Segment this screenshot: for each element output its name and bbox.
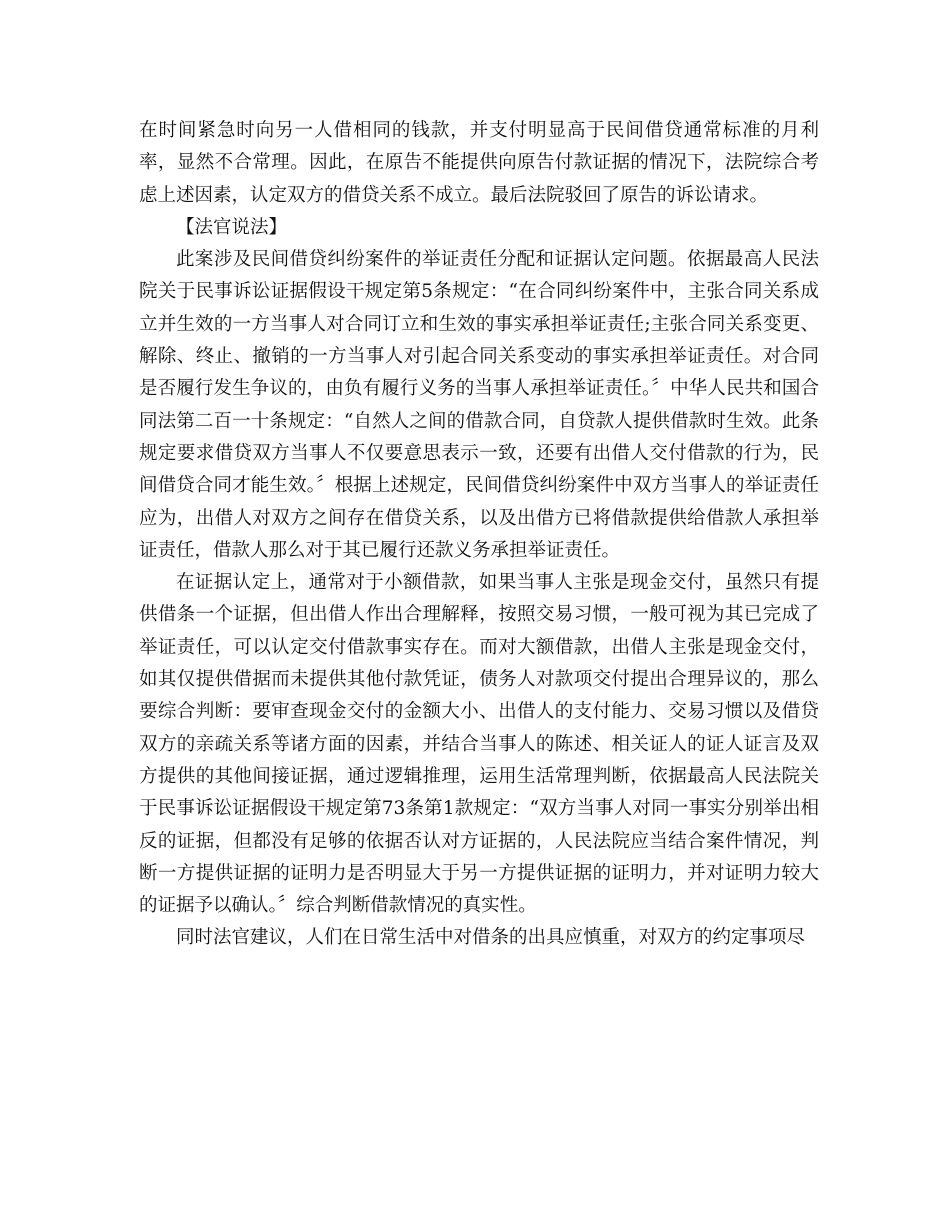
paragraph-burden-of-proof: 此案涉及民间借贷纠纷案件的举证责任分配和证据认定问题。依据最高人民法院关于民事诉讼证据假设干规定第5条规定：“在合同纠纷案件中，主张合同关系成立并生效的一方当事人对合同订立和生效的事实承担举证责任;主张合同关系变更、解除、终止、撤销的一方当事人对引起合同关系变动的事实承担举证责任。对合同是否履行发生争议的，由负有履行义务的当事人承担举证责任。〞中华人民共和国合同法第二百一十条规定：“自然人之间的借款合同，自贷款人提供借款时生效。此条规定要求借贷双方当事人不仅要意思表示一致，还要有出借人交付借款的行为，民间借贷合同才能生效。〞根据上述规定，民间借贷纠纷案件中双方当事人的举证责任应为，出借人对双方之间存在借贷关系，以及出借方已将借款提供给借款人承担举证责任，借款人那么对于其已履行还款义务承担举证责任。 (139, 249, 819, 561)
paragraph-judge-advice: 同时法官建议，人们在日常生活中对借条的出具应慎重，对双方的约定事项尽 (176, 927, 806, 949)
paragraph-case-conclusion: 在时间紧急时向另一人借相同的钱款，并支付明显高于民间借贷通常标准的月利率，显然不合常理。因此，在原告不能提供向原告付款证据的情况下，法院综合考虑上述因素，认定双方的借贷关系不成立。最后法院驳回了原告的诉讼请求。 (139, 120, 819, 206)
document-body (139, 115, 819, 955)
paragraph-evidence-determination: 在证据认定上，通常对于小额借款，如果当事人主张是现金交付，虽然只有提供借条一个证据，但出借人作出合理解释，按照交易习惯，一般可视为其已完成了举证责任，可以认定交付借款事实存在。而对大额借款，出借人主张是现金交付，如其仅提供借据而未提供其他付款凭证，债务人对款项交付提出合理异议的，那么要综合判断：要审查现金交付的金额大小、出借人的支付能力、交易习惯以及借贷双方的亲疏关系等诸方面的因素，并结合当事人的陈述、相关证人的证人证言及双方提供的其他间接证据，通过逻辑推理，运用生活常理判断，依据最高人民法院关于民事诉讼证据假设干规定第73条第1款规定：“双方当事人对同一事实分别举出相反的证据，但都没有足够的依据否认对方证据的，人民法院应当结合案件情况，判断一方提供证据的证明力是否明显大于另一方提供证据的证明力，并对证明力较大的证据予以确认。〞综合判断借款情况的真实性。 (139, 572, 819, 917)
section-heading-judge-comment: 【法官说法】 (176, 216, 288, 238)
